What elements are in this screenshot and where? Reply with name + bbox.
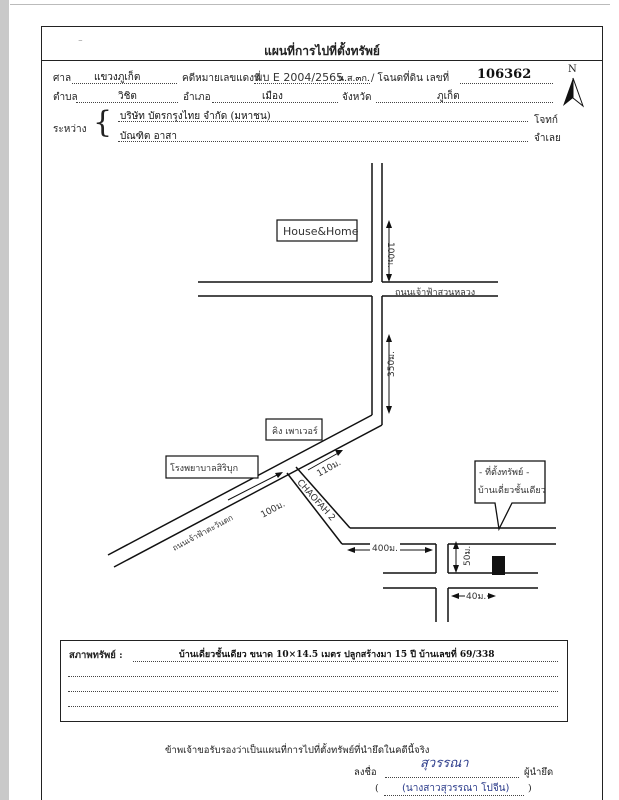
condition-label: สภาพทรัพย์ : (69, 650, 123, 661)
dist-100-top: 100ม. (385, 242, 395, 268)
between-label: ระหว่าง (53, 124, 87, 135)
hospital-label: โรงพยาบาลสิริบุก (170, 464, 239, 474)
deed-label: / โฉนดที่ดิน เลขที่ (371, 73, 450, 84)
condition-dots-4 (68, 706, 558, 707)
signature-dots (385, 777, 519, 778)
sign-label: ลงชื่อ (354, 767, 377, 778)
house-home-label: House&Home (283, 225, 359, 238)
property-marker (492, 556, 505, 575)
plaintiff-role: โจทก์ (534, 115, 558, 126)
soi-label: CHAOFAH 2 (294, 478, 337, 524)
case-label: คดีหมายเลขแดงที่ (182, 73, 261, 84)
power-shop-label: คิง เพาเวอร์ (272, 427, 318, 437)
diagonal-road-lower (114, 425, 382, 567)
dist-50: 50ม. (463, 545, 473, 566)
close-paren: ) (528, 783, 532, 794)
condition-text: บ้านเดี่ยวชั้นเดียว ขนาด 10×14.5 เมตร ปลูกสร้างมา 15 ปี บ้านเลขที่ 69/338 (179, 650, 495, 660)
deed-number: 106362 (477, 67, 532, 82)
condition-dots-3 (68, 691, 558, 692)
north-label: N (568, 64, 577, 75)
subdistrict-value: วิชิต (118, 91, 137, 102)
printed-name: (นางสาวสุวรรณา โปจีน) (402, 783, 510, 794)
province-value: ภูเก็ต (437, 91, 460, 102)
property-condition-box (60, 640, 568, 722)
stray-mark: ⁻ (78, 38, 83, 48)
condition-dots-2 (68, 676, 558, 677)
open-paren: ( (375, 783, 379, 794)
subdistrict-label: ตำบล (53, 92, 78, 103)
road-upper-label: ถนนเจ้าฟ้าสวนหลวง (395, 288, 476, 298)
province-label: จังหวัด (342, 92, 372, 103)
plaintiff-name: บริษัท บัตรกรุงไทย จำกัด (มหาชน) (120, 111, 271, 122)
signature: สุวรรณา (420, 756, 469, 771)
road-lower-label: ถนนเจ้าฟ้าตะวันตก (170, 513, 235, 553)
dist-400: 400ม. (370, 541, 400, 555)
role-label: ผู้นำยึด (524, 767, 554, 778)
case-value: ผบ E 2004/2565 (256, 71, 344, 84)
condition-dots-1 (133, 661, 558, 662)
defendant-role: จำเลย (534, 133, 561, 144)
district-value: เมือง (262, 91, 283, 102)
page-title: แผนที่การไปที่ตั้งทรัพย์ (264, 44, 380, 58)
property-label-line1: - ที่ตั้งทรัพย์ - (479, 468, 530, 478)
court-value: แขวงภูเก็ต (94, 72, 141, 83)
certification-statement: ข้าพเจ้าขอรับรองว่าเป็นแผนที่การไปที่ตั้งทรัพย์ที่นำยึดในคดีนี้จริง (165, 745, 430, 756)
diagonal-road-upper (108, 415, 372, 555)
property-label-line2: บ้านเดี่ยวชั้นเดียว (478, 486, 546, 496)
defendant-name: บัณฑิต อาสา (120, 131, 177, 142)
case-mark: น.ส.๓ก. (338, 74, 370, 84)
party-brace: { (93, 105, 113, 140)
dist-100-left: 100ม. (259, 499, 288, 521)
dist-350: 350ม. (387, 351, 397, 377)
dist-40: 40ม. (465, 589, 487, 603)
dist-110: 110ม. (315, 458, 344, 480)
district-label: อำเภอ (183, 92, 211, 103)
court-label: ศาล (53, 73, 72, 84)
